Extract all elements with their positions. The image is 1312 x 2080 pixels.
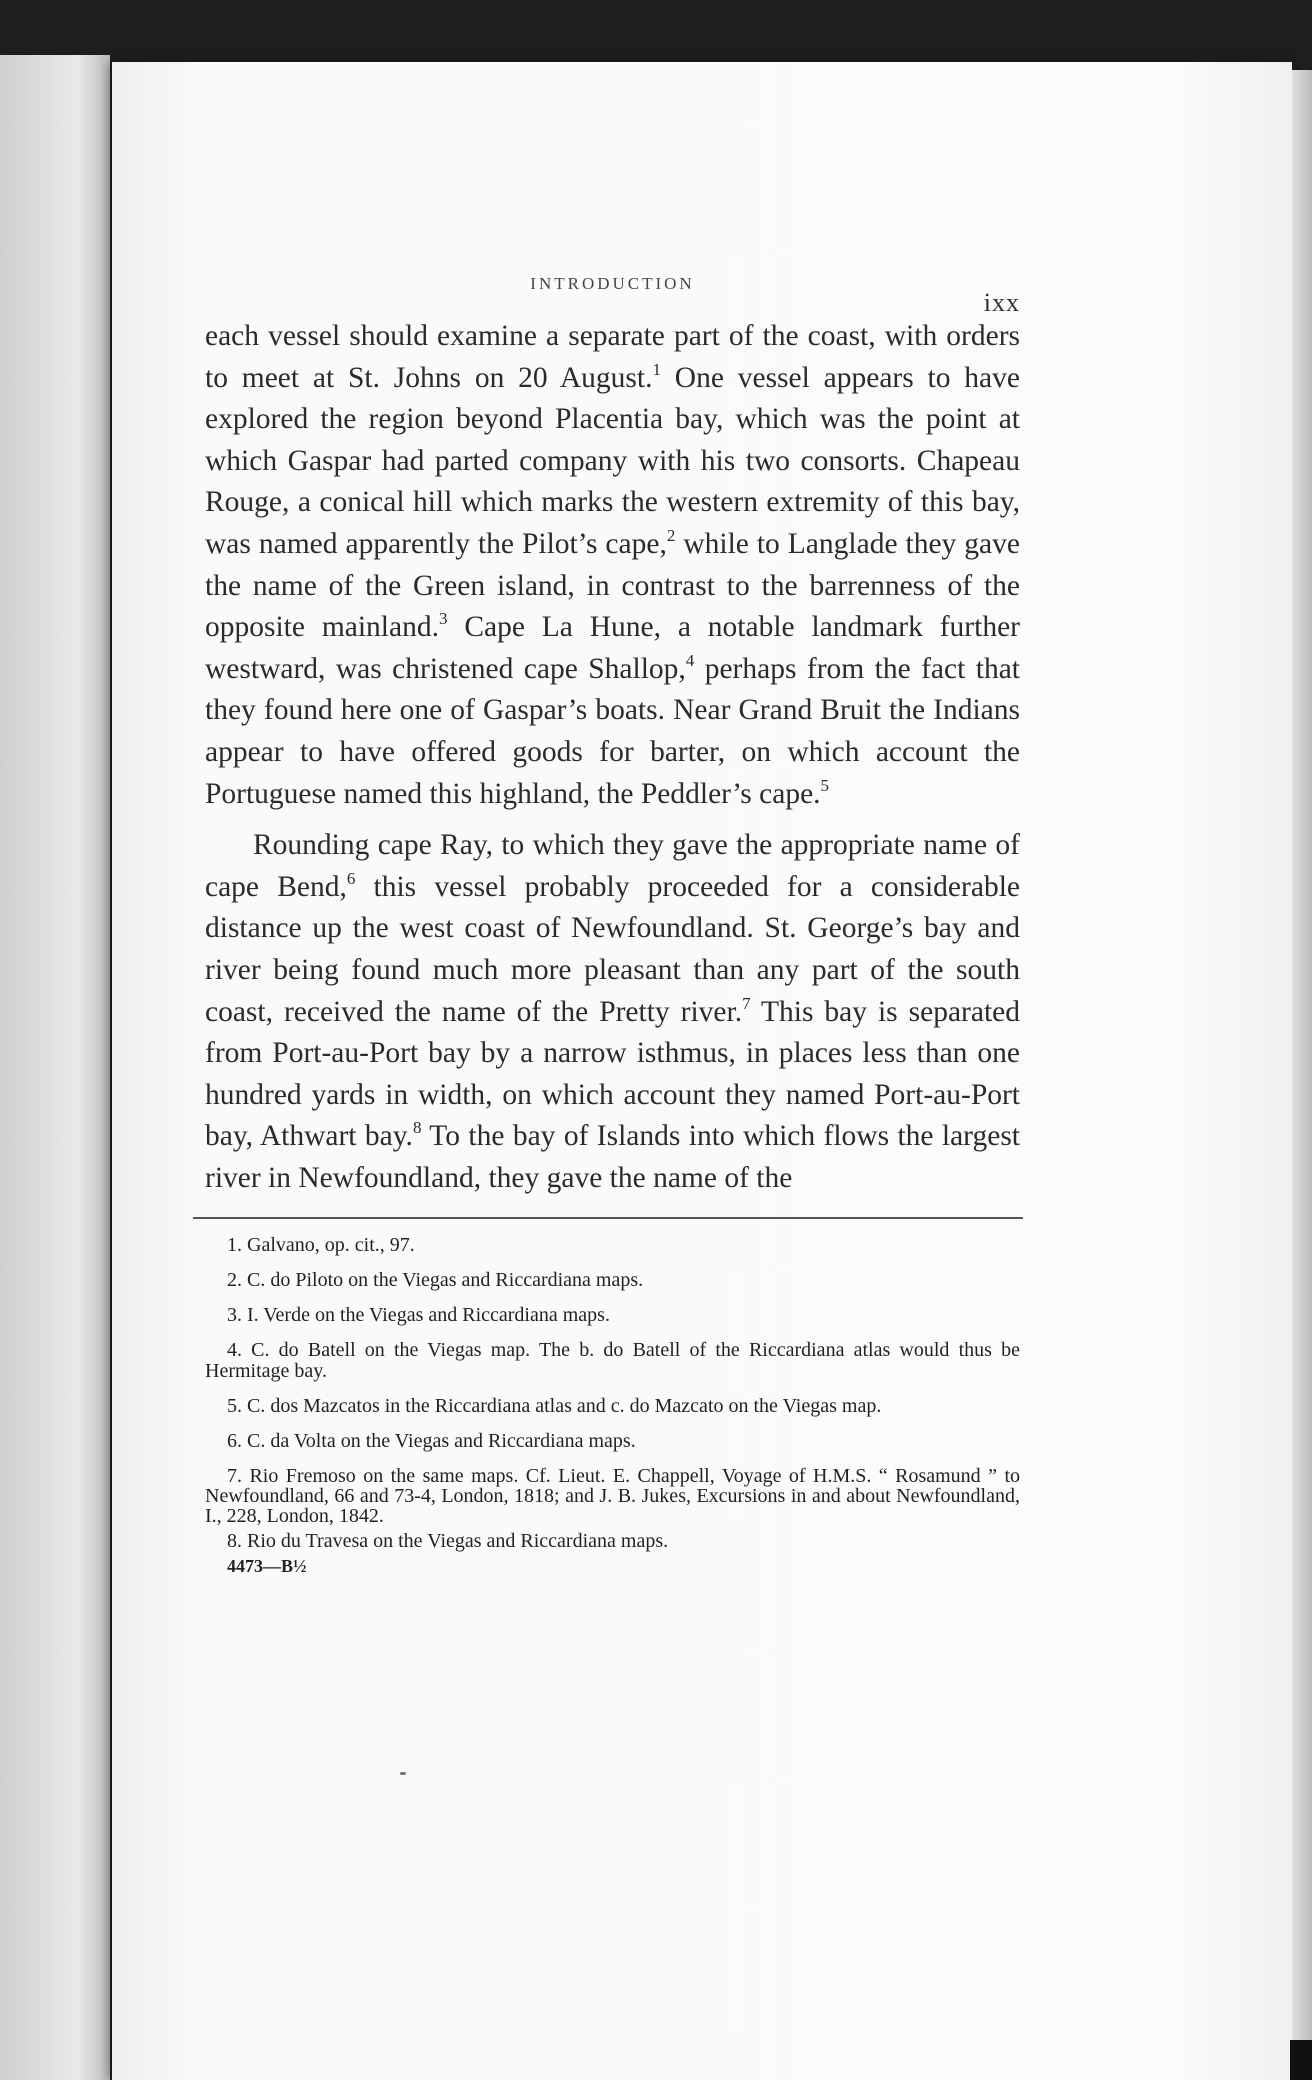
footnote-ref: 4	[685, 650, 695, 670]
footnote-ref: 7	[742, 993, 751, 1013]
text-run: To the bay of Islands into which flows the largest river in Newfoundland, they gave the name of the	[205, 1120, 1020, 1194]
footnote: 4. C. do Batell on the Viegas map. The b. do Batell of the Riccardiana atlas would thus be Hermitage bay.	[205, 1339, 1020, 1383]
footnote: 8. Rio du Travesa on the Viegas and Riccardiana maps.	[227, 1530, 669, 1553]
footnote-ref: 2	[666, 525, 676, 545]
running-head	[205, 270, 1020, 317]
text-run: perhaps from the fact that they found here one of Gaspar’s boats. Near Grand Bruit the Indians appear to have offered goods for barter, on which account the Portuguese named this highland, the Peddler’s cape.	[205, 652, 1020, 810]
footnote: 6. C. da Volta on the Viegas and Riccardiana maps.	[227, 1430, 636, 1453]
corner-shadow	[1290, 2040, 1312, 2080]
footnotes	[205, 1235, 1020, 1577]
footnote-rule	[193, 1217, 1023, 1219]
footnote-ref: 8	[412, 1118, 422, 1138]
running-title: INTRODUCTION	[530, 274, 695, 293]
body-text	[205, 316, 1020, 1199]
footnote: 2. C. do Piloto on the Viegas and Riccardiana maps.	[227, 1269, 644, 1292]
footnote-ref: 3	[438, 609, 448, 629]
text-run: This bay is separated from Port-au-Port bay by a narrow isthmus, in places less than one hundred yards in width, on which account they named Port-au-Port bay, Athwart bay.	[205, 995, 1020, 1153]
paragraph	[205, 316, 1020, 815]
right-page-edge	[1292, 70, 1312, 2080]
footnote-ref: 6	[346, 868, 356, 888]
text-run: One vessel appears to have explored the region beyond Placentia bay, which was the point at which Gaspar had parted company with his two consorts. Chapeau Rouge, a conical hill which marks the western extremity of this bay, was named apparently the Pilot’s cape,	[205, 361, 1020, 560]
footnote-ref: 5	[820, 775, 830, 795]
left-page-edge	[0, 55, 110, 2080]
footnote-ref: 1	[652, 359, 661, 379]
scan-background	[0, 0, 1312, 70]
printer-signature: 4473—B½	[227, 1556, 307, 1577]
page-number: ixx	[983, 288, 1020, 317]
text-run: Cape La Hune, a notable landmark further westward, was christened cape Shallop,	[205, 611, 1020, 685]
footnote: 1. Galvano, op. cit., 97.	[227, 1234, 415, 1257]
text-run: Rounding cape Ray, to which they gave the appropriate name of cape Bend,	[205, 829, 1020, 903]
dust-speck	[400, 1772, 406, 1775]
text-run: this vessel probably proceeded for a considerable distance up the west coast of Newfoundland. St. George’s bay and river being found much more pleasant than any part of the south coast, received the name of the Pretty river.	[205, 870, 1020, 1028]
footnote: 7. Rio Fremoso on the same maps. Cf. Lieut. E. Chappell, Voyage of H.M.S. “ Rosamund ” to Newfoundland, 66 and 73-4, London, 1818; and J. B. Jukes, Excursions in and about Newfoundland, I., 228, London, 1842.	[205, 1465, 1020, 1528]
page-content	[205, 270, 1020, 1577]
footnote: 3. I. Verde on the Viegas and Riccardiana maps.	[227, 1304, 610, 1327]
text-run: while to Langlade they gave the name of the Green island, in contrast to the barrenness of the opposite mainland.	[205, 527, 1020, 644]
paragraph	[205, 825, 1020, 1199]
text-run: each vessel should examine a separate part of the coast, with orders to meet at St. Johns on 20 August.	[205, 320, 1020, 394]
footnote: 5. C. dos Mazcatos in the Riccardiana atlas and c. do Mazcato on the Viegas map.	[227, 1395, 882, 1418]
